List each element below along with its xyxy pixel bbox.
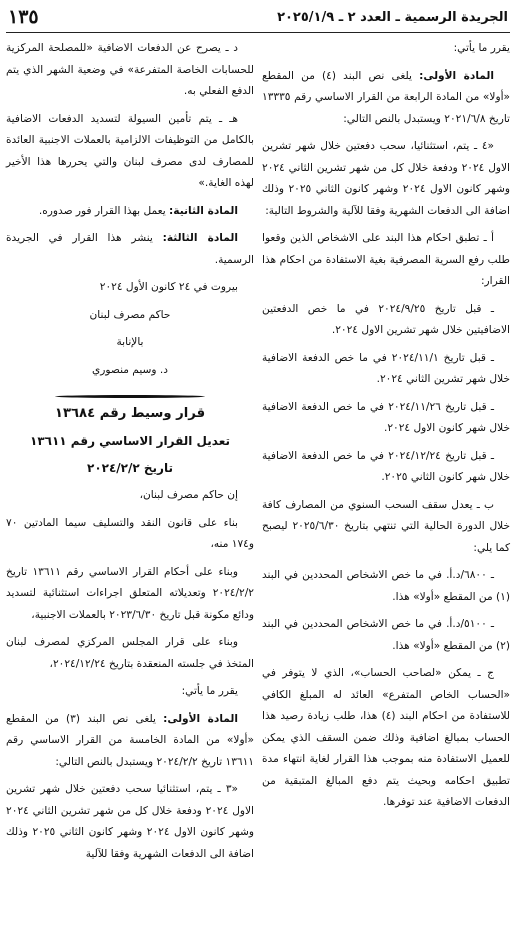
clause-d: د ـ يصرح عن الدفعات الاضافية «للمصلحة المركزية للحسابات الخاصة المتفرعة» في وضعية الشهر الذي يتم الدفع الفعلي به.: [6, 42, 254, 97]
signer-title: حاكم مصرف لبنان: [89, 308, 171, 321]
item-date-2: ـ قبل تاريخ ٢٠٢٤/١١/١ في ما خص الدفعة الاضافية خلال شهر تشرين الثاني ٢٠٢٤.: [262, 351, 510, 385]
article-two: [6, 201, 254, 223]
limit-item-2: ـ ٥١٠٠/د.أ. في ما خص الاشخاص المحددين في البند (٢) من المقطع «أولا» هذا.: [262, 618, 510, 652]
page-number: ١٣٥: [8, 6, 39, 28]
article-two-text: يعمل بهذا القرار فور صدوره.: [38, 204, 166, 217]
article-one-b-label: المادة الأولى:: [163, 712, 239, 725]
item-date-1: ـ قبل تاريخ ٢٠٢٤/٩/٢٥ في ما خص الدفعتين الاضافيتين خلال شهر تشرين الاول ٢٠٢٤.: [262, 302, 510, 336]
preamble-council: وبناء على قرار المجلس المركزي لمصرف لبنان المتخذ في جلسته المنعقدة بتاريخ ٢٠٢٤/١٢/٢٤،: [6, 636, 254, 670]
preamble-governor: إن حاكم مصرف لبنان،: [139, 489, 238, 501]
article-one-b-text: يلغى نص البند (٣) من المقطع «أولا» من المادة الخامسة من القرار الاساسي رقم ١٣٦١١ تاريخ ٢٠٢٤/٢/٢ ويستبدل بالنص التالي:: [6, 712, 254, 768]
resolve-heading: يقرر ما يأتي:: [453, 42, 510, 54]
section-divider: [6, 391, 254, 401]
header-title: الجريدة الرسمية ـ العدد ٢ ـ ٢٠٢٥/١/٩: [277, 10, 508, 25]
decision-date: تاريخ ٢٠٢٤/٢/٢: [87, 461, 173, 475]
by-proxy: بالإنابة: [116, 336, 144, 348]
resolve-heading-2: يقرر ما يأتي:: [181, 685, 238, 697]
clause-c: ج ـ يمكن «لصاحب الحساب»، الذي لا يتوفر في «الحساب الخاص المتفرع» العائد له المبلغ الكافي للاستفادة من احكام البند (٤) هذا، طلب زيادة رصيد هذا الحساب بمبالغ اضافية وذلك ضمن السقف الذي يمكن للعميل الاستفادة منه بموجب هذا القرار لغاية انتهاء مدة تطبيق احكامه وبحيث يتم دفع المبالغ المتبقية من الدفعات الاضافية عند توفرها.: [262, 667, 510, 808]
article-three-text: ينشر هذا القرار في الجريدة الرسمية.: [6, 232, 254, 266]
decision-title: قرار وسيط رقم ١٣٦٨٤: [54, 406, 206, 421]
page-header: [8, 6, 508, 32]
limit-item-1: ـ ٦٨٠٠/د.أ. في ما خص الاشخاص المحددين في البند (١) من المقطع «أولا» هذا.: [262, 569, 510, 603]
article-three-label: المادة الثالثة:: [162, 232, 238, 244]
article-one: [262, 66, 510, 131]
item-date-4: ـ قبل تاريخ ٢٠٢٤/١٢/٢٤ في ما خص الدفعة الاضافية خلال شهر كانون الثاني ٢٠٢٥.: [262, 449, 510, 483]
header-rule: [6, 32, 510, 33]
clause-e: هـ ـ يتم تأمين السيولة لتسديد الدفعات الاضافية بالكامل من التوظيفات الالزامية بالعملات الاجنبية العائدة للمصارف لدى مصرف لبنان والتي يحررها هذا الأخير لهذه الغاية.»: [6, 112, 254, 189]
right-column: [262, 38, 510, 820]
article-one-text: يلغى نص البند (٤) من المقطع «أولا» من المادة الرابعة من القرار الاساسي رقم ١٣٣٣٥ تاريخ ٢٠٢١/٦/٨ ويستبدل بالنص التالي:: [262, 69, 510, 125]
clause-3: «٣ ـ يتم، استثنائيا سحب دفعتين خلال شهر تشرين الاول ٢٠٢٤ ودفعة خلال كل من شهر تشرين الثاني ٢٠٢٤ وشهر كانون الاول ٢٠٢٤ وشهر كانون الثاني ٢٠٢٥ وذلك اضافة الى الدفعات الشهرية وفقا للآلية: [6, 783, 255, 860]
preamble-law: بناء على قانون النقد والتسليف سيما المادتين ٧٠ و١٧٤ منه،: [6, 516, 254, 550]
left-column: [6, 38, 254, 871]
article-two-label: المادة الثانية:: [169, 204, 238, 217]
clause-b: ب ـ يعدل سقف السحب السنوي من المصارف كافة خلال الدورة الحالية التي تنتهي بتاريخ ٢٠٢٥/٦/٣٠ ليصبح كما يلي:: [262, 498, 511, 554]
place-date: بيروت في ٢٤ كانون الأول ٢٠٢٤: [99, 281, 238, 293]
clause-4: «٤ ـ يتم، استثنائيا، سحب دفعتين خلال شهر تشرين الاول ٢٠٢٤ ودفعة خلال كل من شهر تشرين الثاني ٢٠٢٤ وشهر كانون الاول ٢٠٢٤ وشهر كانون الثاني ٢٠٢٥ وذلك اضافة الى الدفعات الشهرية وفقا للآلية والشروط التالية:: [262, 140, 511, 217]
item-date-3: ـ قبل تاريخ ٢٠٢٤/١١/٢٦ في ما خص الدفعة الاضافية خلال شهر كانون الاول ٢٠٢٤.: [262, 400, 510, 434]
article-one-label: المادة الأولى:: [419, 69, 495, 82]
decision-subtitle: تعديل القرار الاساسي رقم ١٣٦١١: [30, 434, 230, 448]
clause-a: أ ـ تطبق احكام هذا البند على الاشخاص الذين وقعوا طلب رفع السرية المصرفية بغية الاستفادة من احكام هذا القرار:: [262, 232, 510, 287]
signer-name: د. وسيم منصوري: [92, 363, 168, 376]
preamble-basic-decision: وبناء على أحكام القرار الاساسي رقم ١٣٦١١ تاريخ ٢٠٢٤/٢/٢ وتعديلاته المتعلق اجراءات استثنائية لتسديد ودائع مكونة قبل تاريخ ٢٠٢٣/٦/٣٠ بالعملات الاجنبية،: [6, 565, 254, 621]
article-one-b: [6, 709, 254, 774]
article-three: [6, 228, 254, 271]
